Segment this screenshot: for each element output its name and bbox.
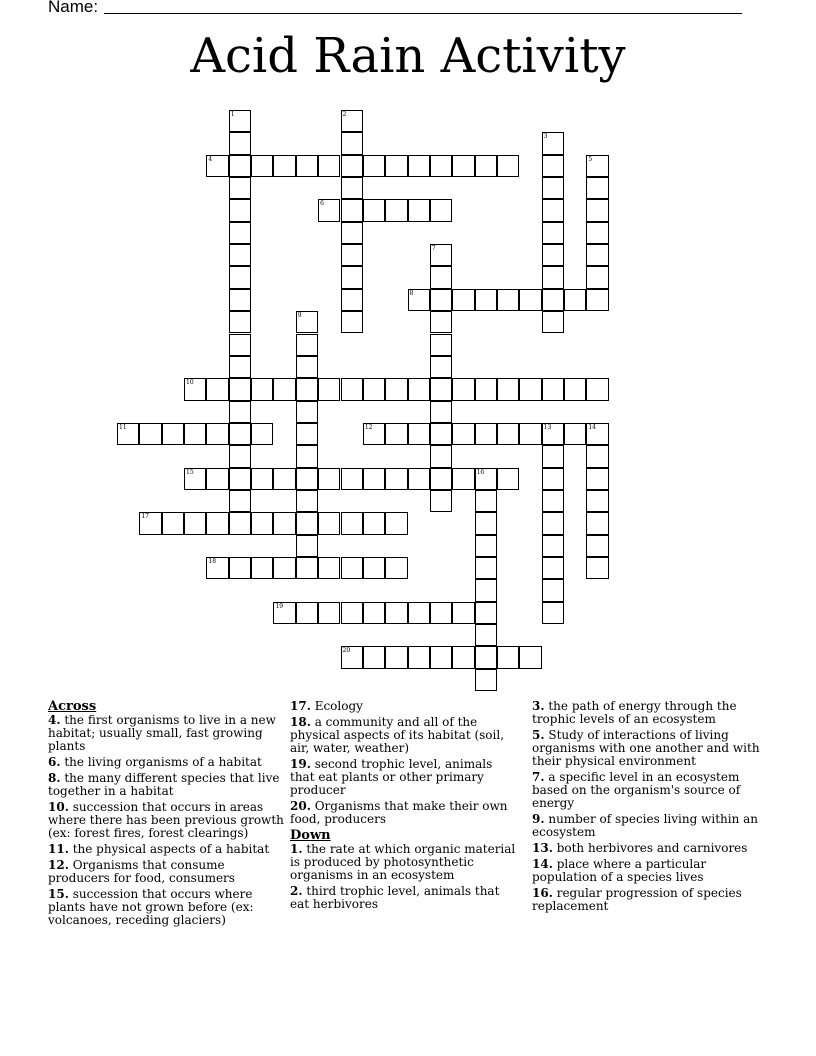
- crossword-cell[interactable]: [251, 155, 273, 177]
- clue-text: succession that occurs in areas where there has been previous growth (ex: forest fires, forest clearings): [48, 800, 284, 840]
- down-clue: [532, 858, 768, 884]
- crossword-cell[interactable]: [519, 289, 541, 311]
- crossword-cell[interactable]: [475, 669, 497, 691]
- clue-text: the first organisms to live in a new habitat; usually small, fast growing plants: [48, 713, 276, 753]
- crossword-cell[interactable]: [363, 155, 385, 177]
- clue-text: both herbivores and carnivores: [552, 841, 748, 855]
- crossword-cell[interactable]: [296, 535, 318, 557]
- clue-number-label: 20.: [290, 799, 311, 813]
- crossword-cell[interactable]: [296, 378, 318, 400]
- crossword-cell[interactable]: [408, 423, 430, 445]
- crossword-cell[interactable]: [251, 512, 273, 534]
- crossword-cell[interactable]: [408, 155, 430, 177]
- clue-number: 16: [476, 468, 485, 476]
- crossword-cell[interactable]: [229, 289, 251, 311]
- clue-number-label: 16.: [532, 886, 553, 900]
- crossword-cell[interactable]: [117, 423, 139, 445]
- crossword-cell[interactable]: [229, 199, 251, 221]
- crossword-cell[interactable]: [385, 199, 407, 221]
- crossword-cell[interactable]: [586, 468, 608, 490]
- crossword-cell[interactable]: [229, 423, 251, 445]
- page-title: Acid Rain Activity: [190, 28, 626, 84]
- crossword-cell[interactable]: [229, 445, 251, 467]
- crossword-cell[interactable]: [341, 378, 363, 400]
- crossword-cell[interactable]: [475, 557, 497, 579]
- crossword-cell[interactable]: [229, 557, 251, 579]
- crossword-cell[interactable]: [452, 378, 474, 400]
- crossword-cell[interactable]: [318, 557, 340, 579]
- crossword-cell[interactable]: [341, 177, 363, 199]
- clue-text: the path of energy through the trophic levels of an ecosystem: [532, 699, 737, 726]
- crossword-cell[interactable]: [542, 311, 564, 333]
- clue-number-label: 14.: [532, 857, 553, 871]
- clue-text: Study of interactions of living organisms with one another and with their physical environment: [532, 728, 760, 768]
- clue-number-label: 10.: [48, 800, 69, 814]
- crossword-cell[interactable]: [542, 535, 564, 557]
- clue-number-label: 7.: [532, 770, 545, 784]
- clue-number: 9: [297, 312, 302, 320]
- crossword-cell[interactable]: [296, 423, 318, 445]
- crossword-cell[interactable]: [341, 646, 363, 668]
- crossword-cell[interactable]: [452, 423, 474, 445]
- across-clue: [48, 801, 284, 840]
- crossword-cell[interactable]: [586, 378, 608, 400]
- crossword-cell[interactable]: [296, 311, 318, 333]
- crossword-cell[interactable]: [385, 512, 407, 534]
- crossword-cell[interactable]: [564, 378, 586, 400]
- crossword-cell[interactable]: [229, 177, 251, 199]
- crossword-cell[interactable]: [296, 557, 318, 579]
- crossword-cell[interactable]: [542, 222, 564, 244]
- crossword-cell[interactable]: [341, 244, 363, 266]
- clue-number-label: 19.: [290, 757, 311, 771]
- clues-column-1: [48, 700, 284, 930]
- crossword-cell[interactable]: [430, 468, 452, 490]
- crossword-cell[interactable]: [475, 423, 497, 445]
- crossword-cell[interactable]: [408, 468, 430, 490]
- crossword-cell[interactable]: [430, 334, 452, 356]
- crossword-cell[interactable]: [497, 289, 519, 311]
- crossword-cell[interactable]: [363, 378, 385, 400]
- crossword-cell[interactable]: [229, 311, 251, 333]
- clue-text: Organisms that make their own food, producers: [290, 799, 508, 826]
- crossword-cell[interactable]: [475, 646, 497, 668]
- clue-number-label: 18.: [290, 715, 311, 729]
- crossword-cell[interactable]: [363, 512, 385, 534]
- crossword-cell[interactable]: [273, 512, 295, 534]
- across-clue: [290, 700, 520, 713]
- crossword-cell[interactable]: [452, 468, 474, 490]
- crossword-cell[interactable]: [408, 646, 430, 668]
- clue-number-label: 1.: [290, 842, 303, 856]
- crossword-cell[interactable]: [318, 512, 340, 534]
- crossword-cell[interactable]: [206, 378, 228, 400]
- crossword-cell[interactable]: [341, 110, 363, 132]
- crossword-cell[interactable]: [296, 468, 318, 490]
- crossword-cell[interactable]: [542, 579, 564, 601]
- crossword-cell[interactable]: [229, 378, 251, 400]
- across-clue: [48, 843, 284, 856]
- clue-number-label: 9.: [532, 812, 545, 826]
- crossword-cell[interactable]: [475, 468, 497, 490]
- crossword-cell[interactable]: [452, 602, 474, 624]
- crossword-cell[interactable]: [430, 401, 452, 423]
- crossword-cell[interactable]: [586, 445, 608, 467]
- down-clue: [532, 887, 768, 913]
- crossword-cell[interactable]: [184, 468, 206, 490]
- across-clue: [48, 888, 284, 927]
- clue-number-label: 3.: [532, 699, 545, 713]
- crossword-cell[interactable]: [296, 356, 318, 378]
- crossword-cell[interactable]: [497, 423, 519, 445]
- crossword-cell[interactable]: [385, 602, 407, 624]
- clue-number: 18: [208, 558, 217, 565]
- down-clue: [532, 729, 768, 768]
- crossword-cell[interactable]: [586, 244, 608, 266]
- crossword-cell[interactable]: [564, 289, 586, 311]
- clues-column-2: [290, 700, 520, 914]
- clue-number: 5: [588, 155, 593, 163]
- clue-number-label: 5.: [532, 728, 545, 742]
- crossword-cell[interactable]: [341, 289, 363, 311]
- clue-text: the physical aspects of a habitat: [68, 842, 270, 856]
- crossword-cell[interactable]: [229, 110, 251, 132]
- clue-text: Ecology: [310, 699, 363, 713]
- clue-number: 12: [364, 423, 373, 431]
- clue-number-label: 15.: [48, 887, 69, 901]
- clue-number: 15: [186, 468, 194, 476]
- crossword-cell[interactable]: [363, 557, 385, 579]
- crossword-cell[interactable]: [229, 356, 251, 378]
- crossword-cell[interactable]: [519, 646, 541, 668]
- crossword-cell[interactable]: [475, 535, 497, 557]
- crossword-cell[interactable]: [341, 199, 363, 221]
- crossword-cell[interactable]: [475, 602, 497, 624]
- clue-number-label: 4.: [48, 713, 61, 727]
- crossword-cell[interactable]: [586, 512, 608, 534]
- crossword-cell[interactable]: [229, 334, 251, 356]
- crossword-cell[interactable]: [475, 289, 497, 311]
- clue-number: 19: [275, 602, 284, 610]
- crossword-cell[interactable]: [251, 468, 273, 490]
- clues-column-3: [532, 700, 768, 916]
- crossword-cell[interactable]: [229, 132, 251, 154]
- crossword-cell[interactable]: [586, 557, 608, 579]
- clue-text: number of species living within an ecosystem: [532, 812, 759, 839]
- clue-number: 8: [409, 289, 414, 297]
- crossword-cell[interactable]: [184, 423, 206, 445]
- clue-text: regular progression of species replacement: [532, 886, 742, 913]
- crossword-cell[interactable]: [475, 378, 497, 400]
- crossword-cell[interactable]: [273, 557, 295, 579]
- crossword-cell[interactable]: [430, 244, 452, 266]
- crossword-cell[interactable]: [296, 602, 318, 624]
- crossword-cell[interactable]: [430, 289, 452, 311]
- crossword-cell[interactable]: [229, 244, 251, 266]
- clue-number: 13: [543, 423, 552, 431]
- crossword-cell[interactable]: [296, 445, 318, 467]
- clue-number-label: 8.: [48, 771, 61, 785]
- across-clue: [290, 716, 520, 755]
- crossword-cell[interactable]: [296, 155, 318, 177]
- crossword-cell[interactable]: [363, 602, 385, 624]
- clue-number: 3: [543, 133, 548, 141]
- crossword-cell[interactable]: [184, 512, 206, 534]
- crossword-cell[interactable]: [341, 512, 363, 534]
- crossword-cell[interactable]: [206, 155, 228, 177]
- clue-number: 1: [230, 111, 235, 118]
- crossword-cell[interactable]: [385, 646, 407, 668]
- crossword-cell[interactable]: [318, 468, 340, 490]
- crossword-cell[interactable]: [564, 423, 586, 445]
- across-clue: [290, 800, 520, 826]
- crossword-cell[interactable]: [139, 423, 161, 445]
- crossword-cell[interactable]: [385, 423, 407, 445]
- across-clue: [290, 758, 520, 797]
- across-clue: [48, 714, 284, 753]
- crossword-cell[interactable]: [296, 334, 318, 356]
- crossword-cell[interactable]: [251, 557, 273, 579]
- across-clue: [48, 772, 284, 798]
- clue-text: the rate at which organic material is produced by photosynthetic organisms in an ecosystem: [290, 842, 516, 882]
- clue-text: second trophic level, animals that eat plants or other primary producer: [290, 757, 493, 797]
- crossword-cell[interactable]: [273, 468, 295, 490]
- crossword-cell[interactable]: [475, 624, 497, 646]
- crossword-cell[interactable]: [385, 468, 407, 490]
- crossword-cell[interactable]: [229, 490, 251, 512]
- clue-number: 11: [119, 423, 127, 431]
- crossword-cell[interactable]: [296, 401, 318, 423]
- crossword-cell[interactable]: [363, 199, 385, 221]
- crossword-cell[interactable]: [497, 155, 519, 177]
- crossword-cell[interactable]: [341, 468, 363, 490]
- crossword-cell[interactable]: [408, 378, 430, 400]
- crossword-cell[interactable]: [519, 423, 541, 445]
- crossword-cell[interactable]: [542, 289, 564, 311]
- crossword-cell[interactable]: [341, 155, 363, 177]
- crossword-cell[interactable]: [430, 378, 452, 400]
- crossword-cell[interactable]: [452, 289, 474, 311]
- crossword-cell[interactable]: [206, 512, 228, 534]
- crossword-cell[interactable]: [296, 512, 318, 534]
- clue-number: 2: [342, 111, 347, 118]
- crossword-cell[interactable]: [385, 378, 407, 400]
- clue-text: the many different species that live together in a habitat: [48, 771, 280, 798]
- crossword-cell[interactable]: [542, 155, 564, 177]
- crossword-cell[interactable]: [229, 468, 251, 490]
- crossword-cell[interactable]: [273, 602, 295, 624]
- clue-number-label: 6.: [48, 755, 61, 769]
- crossword-cell[interactable]: [430, 311, 452, 333]
- crossword-cell[interactable]: [385, 557, 407, 579]
- down-clue: [290, 843, 520, 882]
- crossword-cell[interactable]: [542, 512, 564, 534]
- crossword-cell[interactable]: [229, 401, 251, 423]
- crossword-cell[interactable]: [318, 155, 340, 177]
- crossword-cell[interactable]: [251, 423, 273, 445]
- clue-text: a specific level in an ecosystem based on the organism's source of energy: [532, 770, 741, 810]
- crossword-cell[interactable]: [206, 468, 228, 490]
- crossword-cell[interactable]: [430, 602, 452, 624]
- crossword-cell[interactable]: [341, 557, 363, 579]
- clue-text: Organisms that consume producers for food, consumers: [48, 858, 235, 885]
- crossword-cell[interactable]: [341, 311, 363, 333]
- crossword-cell[interactable]: [341, 222, 363, 244]
- crossword-cell[interactable]: [206, 557, 228, 579]
- crossword-cell[interactable]: [586, 535, 608, 557]
- clue-number: 17: [141, 513, 149, 521]
- crossword-cell[interactable]: [318, 199, 340, 221]
- crossword-cell[interactable]: [229, 222, 251, 244]
- clue-number: 14: [588, 423, 596, 431]
- crossword-cell[interactable]: [542, 378, 564, 400]
- crossword-cell[interactable]: [363, 468, 385, 490]
- crossword-cell[interactable]: [430, 199, 452, 221]
- crossword-cell[interactable]: [542, 244, 564, 266]
- across-heading: Across: [48, 699, 97, 714]
- crossword-cell[interactable]: [318, 602, 340, 624]
- crossword-cell[interactable]: [542, 490, 564, 512]
- crossword-cell[interactable]: [430, 490, 452, 512]
- clue-number-label: 13.: [532, 841, 553, 855]
- crossword-cell[interactable]: [273, 155, 295, 177]
- crossword-cell[interactable]: [475, 512, 497, 534]
- clue-number-label: 11.: [48, 842, 69, 856]
- crossword-cell[interactable]: [341, 132, 363, 154]
- crossword-cell[interactable]: [430, 266, 452, 288]
- clue-text: the living organisms of a habitat: [60, 755, 262, 769]
- down-clue: [532, 813, 768, 839]
- crossword-cell[interactable]: [542, 199, 564, 221]
- crossword-cell[interactable]: [341, 266, 363, 288]
- crossword-cell[interactable]: [251, 378, 273, 400]
- clue-number: 6: [320, 200, 324, 208]
- clue-number: 10: [186, 379, 194, 387]
- clue-number-label: 12.: [48, 858, 69, 872]
- crossword-cell[interactable]: [475, 155, 497, 177]
- clue-number: 7: [431, 245, 436, 253]
- clue-number: 4: [208, 155, 213, 163]
- crossword-cell[interactable]: [430, 445, 452, 467]
- crossword-cell[interactable]: [542, 423, 564, 445]
- crossword-cell[interactable]: [363, 423, 385, 445]
- crossword-cell[interactable]: [475, 579, 497, 601]
- crossword-cell[interactable]: [162, 423, 184, 445]
- crossword-cell[interactable]: [586, 266, 608, 288]
- crossword-cell[interactable]: [162, 512, 184, 534]
- crossword-cell[interactable]: [586, 423, 608, 445]
- crossword-cell[interactable]: [408, 199, 430, 221]
- crossword-cell[interactable]: [408, 289, 430, 311]
- crossword-cell[interactable]: [184, 378, 206, 400]
- across-clue: [48, 859, 284, 885]
- crossword-cell[interactable]: [430, 646, 452, 668]
- crossword-cell[interactable]: [206, 423, 228, 445]
- crossword-cell[interactable]: [229, 266, 251, 288]
- crossword-cell[interactable]: [542, 602, 564, 624]
- crossword-cell[interactable]: [385, 155, 407, 177]
- crossword-cell[interactable]: [139, 512, 161, 534]
- crossword-cell[interactable]: [519, 378, 541, 400]
- clue-number-label: 17.: [290, 699, 311, 713]
- crossword-cell[interactable]: [452, 155, 474, 177]
- crossword-cell[interactable]: [542, 445, 564, 467]
- crossword-cell[interactable]: [542, 557, 564, 579]
- crossword-cell[interactable]: [497, 646, 519, 668]
- crossword-cell[interactable]: [452, 646, 474, 668]
- crossword-cell[interactable]: [586, 289, 608, 311]
- name-label: Name:: [48, 0, 99, 16]
- clue-text: a community and all of the physical aspects of its habitat (soil, air, water, weather): [290, 715, 505, 755]
- clue-text: place where a particular population of a species lives: [532, 857, 707, 884]
- crossword-cell[interactable]: [586, 222, 608, 244]
- crossword-cell[interactable]: [296, 490, 318, 512]
- crossword-cell[interactable]: [542, 468, 564, 490]
- clue-text: third trophic level, animals that eat herbivores: [290, 884, 500, 911]
- crossword-cell[interactable]: [497, 378, 519, 400]
- crossword-cell[interactable]: [430, 356, 452, 378]
- crossword-cell[interactable]: [430, 423, 452, 445]
- down-heading: Down: [290, 828, 331, 843]
- crossword-cell[interactable]: [542, 177, 564, 199]
- crossword-cell[interactable]: [497, 468, 519, 490]
- down-clue: [532, 842, 768, 855]
- crossword-cell[interactable]: [542, 266, 564, 288]
- crossword-cell[interactable]: [273, 378, 295, 400]
- clue-text: succession that occurs where plants have not grown before (ex: volcanoes, receding glaciers): [48, 887, 254, 927]
- clue-number-label: 2.: [290, 884, 303, 898]
- crossword-cell[interactable]: [542, 132, 564, 154]
- crossword-cell[interactable]: [318, 378, 340, 400]
- crossword-cell[interactable]: [475, 490, 497, 512]
- crossword-cell[interactable]: [586, 199, 608, 221]
- crossword-cell[interactable]: [363, 646, 385, 668]
- down-clue: [532, 771, 768, 810]
- crossword-cell[interactable]: [586, 177, 608, 199]
- crossword-cell[interactable]: [408, 602, 430, 624]
- crossword-cell[interactable]: [229, 155, 251, 177]
- crossword-cell[interactable]: [430, 155, 452, 177]
- down-clue: [532, 700, 768, 726]
- crossword-cell[interactable]: [586, 155, 608, 177]
- down-clue: [290, 885, 520, 911]
- across-clue: [48, 756, 284, 769]
- crossword-cell[interactable]: [229, 512, 251, 534]
- clue-number: 20: [342, 647, 351, 655]
- crossword-cell[interactable]: [586, 490, 608, 512]
- crossword-cell[interactable]: [341, 602, 363, 624]
